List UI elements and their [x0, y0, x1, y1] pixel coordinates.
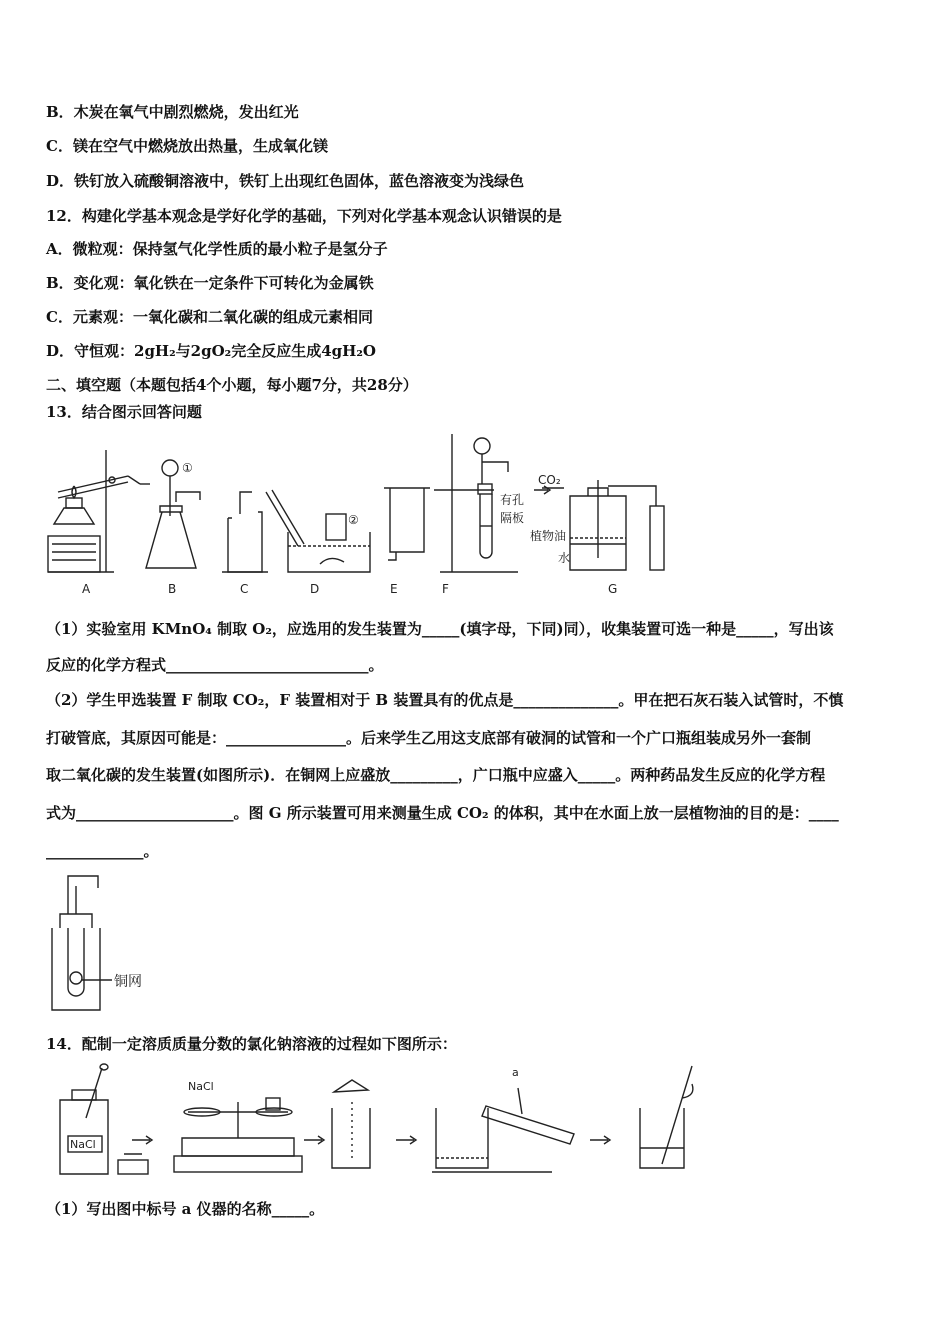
nacl-bottle-label: NaCl — [70, 1138, 96, 1151]
mark-1: ① — [182, 461, 193, 475]
label-a: A — [82, 582, 91, 596]
q13-part2-line4: 式为_____________________。图 G 所示装置可用来测量生成 CO₂ 的体积，其中在水面上放一层植物油的目的是：____ — [46, 804, 839, 822]
arrow-1 — [132, 1136, 152, 1144]
mark-2: ② — [348, 513, 359, 527]
copper-mesh-label: 铜网 — [114, 974, 142, 990]
q12-option-b: B．变化观：氧化铁在一定条件下可转化为金属铁 — [46, 274, 374, 292]
q13-part2-line2: 打破管底，其原因可能是：________________。后来学生乙用这支底部有破洞的试管和一个广口瓶组装成另外一套制 — [46, 729, 812, 747]
label-a-instrument: a — [512, 1066, 519, 1079]
label-e: E — [390, 582, 398, 596]
label-b: B — [168, 582, 177, 596]
beaker-1 — [332, 1080, 370, 1168]
label-d: D — [310, 582, 320, 596]
apparatus-c — [222, 492, 268, 572]
apparatus-b — [146, 460, 200, 568]
q13-part2-line3: 取二氧化碳的发生装置(如图所示)．在铜网上应盛放_________，广口瓶中应盛入_____。两种药品发生反应的化学方程 — [46, 766, 826, 784]
q14-solution-figure — [52, 1062, 722, 1188]
oil-label: 植物油 — [530, 529, 567, 543]
apparatus-d — [266, 490, 370, 572]
q11-option-c: C．镁在空气中燃烧放出热量，生成氧化镁 — [46, 137, 328, 155]
apparatus-g — [534, 480, 664, 570]
section-2-heading: 二、填空题（本题包括4个小题，每小题7分，共28分） — [46, 376, 418, 394]
arrow-4 — [590, 1136, 610, 1144]
nacl-bottle — [60, 1064, 148, 1174]
q11-option-b: B．木炭在氧气中剧烈燃烧，发出红光 — [46, 103, 299, 121]
q11-option-d: D．铁钉放入硫酸铜溶液中，铁钉上出现红色固体，蓝色溶液变为浅绿色 — [46, 172, 525, 190]
nacl-balance-label: NaCl — [188, 1080, 214, 1093]
q12-option-c: C．元素观：一氧化碳和二氧化碳的组成元素相同 — [46, 308, 373, 326]
q12-stem: 12．构建化学基本观念是学好化学的基础，下列对化学基本观念认识错误的是 — [46, 207, 562, 225]
label-g: G — [608, 582, 618, 596]
copper-mesh-apparatus — [46, 868, 176, 1016]
arrow-2 — [304, 1136, 324, 1144]
q13-stem: 13．结合图示回答问题 — [46, 403, 202, 421]
plate-label: 隔板 — [500, 511, 525, 525]
label-c: C — [240, 582, 249, 596]
balance — [174, 1098, 302, 1172]
q14-part1: （1）写出图中标号 a 仪器的名称_____。 — [46, 1200, 325, 1218]
apparatus-a — [48, 450, 150, 572]
q12-option-a: A．微粒观：保持氢气化学性质的最小粒子是氢分子 — [46, 240, 388, 258]
q13-apparatus-figure — [44, 428, 674, 600]
q13-part1-line2: 反应的化学方程式___________________________。 — [46, 656, 384, 674]
label-f: F — [442, 582, 449, 596]
porous-label: 有孔 — [500, 493, 525, 507]
q13-part2-line5: _____________。 — [46, 842, 159, 860]
water-label: 水 — [558, 551, 571, 565]
beaker-2 — [432, 1088, 574, 1172]
q13-part1-line1: （1）实验室用 KMnO₄ 制取 O₂，应选用的发生装置为_____(填字母，下同)同），收集装置可选一种是_____，写出该 — [46, 620, 834, 638]
arrow-3 — [396, 1136, 416, 1144]
apparatus-e — [384, 488, 430, 560]
q14-stem: 14．配制一定溶质质量分数的氯化钠溶液的过程如下图所示： — [46, 1035, 457, 1053]
co2-label: CO₂ — [538, 473, 561, 487]
q13-part2-line1: （2）学生甲选装置 F 制取 CO₂，F 装置相对于 B 装置具有的优点是______________。甲在把石灰石装入试管时，不慎 — [46, 691, 844, 709]
q12-option-d: D．守恒观：2gH₂与2gO₂完全反应生成4gH₂O — [46, 342, 376, 360]
beaker-3 — [640, 1066, 693, 1168]
